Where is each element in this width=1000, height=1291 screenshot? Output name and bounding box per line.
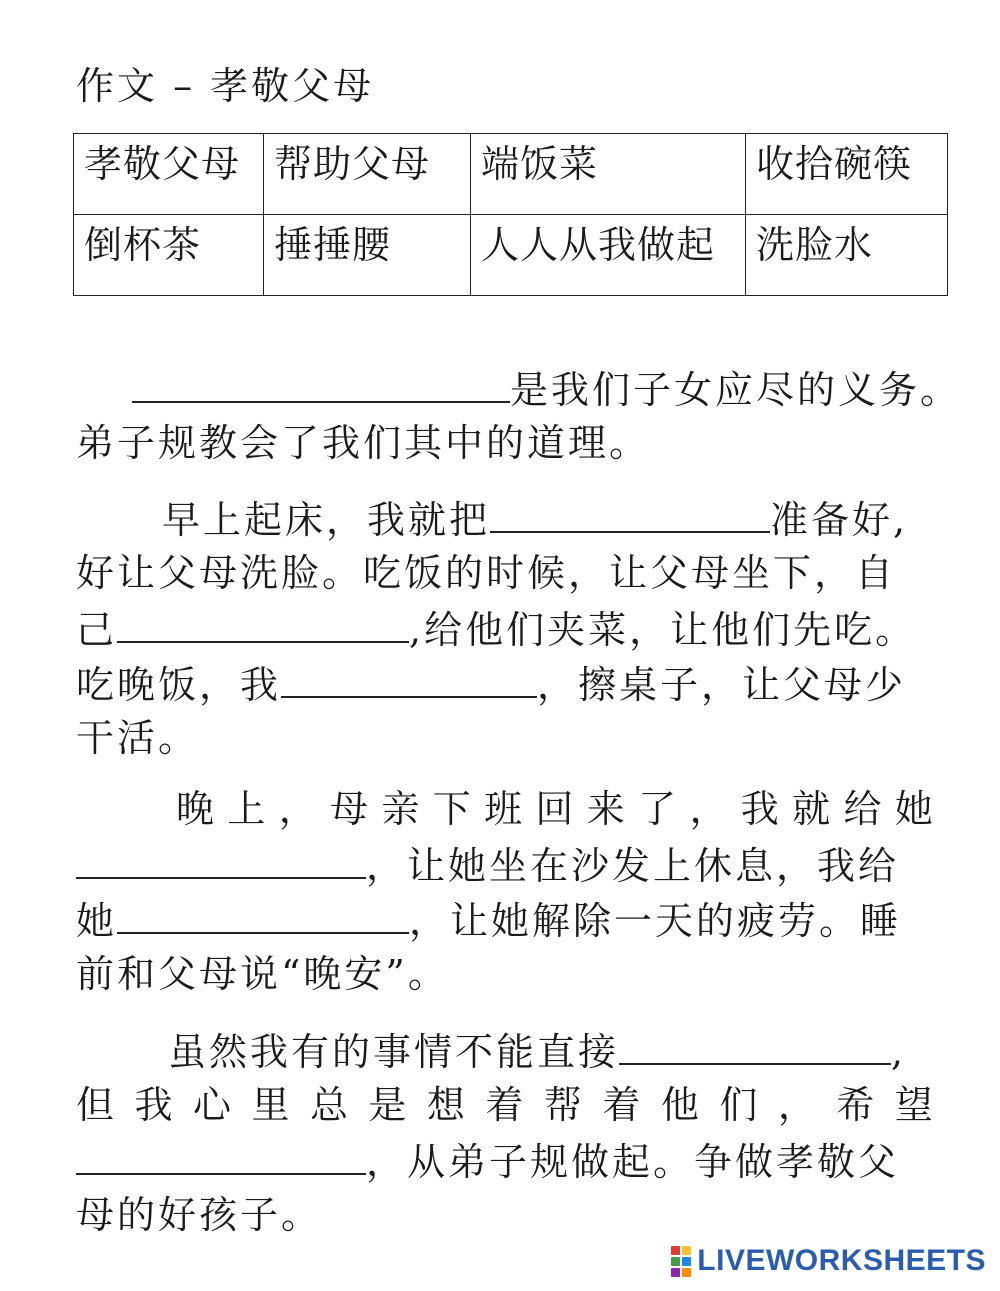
- text-segment: ,给他们夹菜，让他们先吃。: [409, 608, 917, 652]
- logo-square: [671, 1257, 680, 1266]
- char: 她: [894, 787, 936, 831]
- char: 班: [484, 787, 526, 831]
- char: 来: [586, 787, 628, 831]
- watermark-text: LIVEWORKSHEETS: [697, 1244, 986, 1277]
- char: ，: [689, 787, 731, 831]
- text-segment: ，让她坐在沙发上休息，我给: [366, 844, 900, 888]
- text-segment: 是我们子女应尽的义务。: [510, 368, 962, 412]
- word-bank-cell: 捶捶腰: [264, 215, 471, 296]
- char: ，: [278, 787, 320, 831]
- word-bank-cell: 人人从我做起: [471, 215, 746, 296]
- text-segment: 早上起床，我就把: [162, 498, 491, 542]
- text-segment: ，让她解除一天的疲劳。睡: [409, 899, 902, 943]
- word-bank-cell: 帮助父母: [264, 134, 471, 215]
- logo-square: [682, 1268, 691, 1277]
- char: 回: [535, 787, 577, 831]
- char: 给: [843, 787, 885, 831]
- text-segment: 己: [76, 608, 118, 652]
- text-line: 前和父母说“晚安”。: [76, 952, 449, 996]
- liveworksheets-watermark: [671, 1243, 986, 1279]
- char: 们: [719, 1083, 761, 1127]
- text-line: [76, 892, 966, 947]
- answer-blank[interactable]: [76, 837, 366, 879]
- logo-square: [671, 1246, 680, 1255]
- char: 下: [432, 787, 474, 831]
- paragraph-1: [76, 361, 966, 471]
- text-line: [76, 491, 966, 546]
- text-line: [176, 782, 936, 837]
- char: 帮: [543, 1083, 585, 1127]
- char: 里: [251, 1083, 293, 1127]
- word-bank-cell: 倒杯茶: [74, 215, 264, 296]
- paragraph-3: [76, 782, 966, 1002]
- char: 希: [836, 1083, 878, 1127]
- logo-square: [682, 1257, 691, 1266]
- text-line: [76, 601, 966, 656]
- liveworksheets-logo-icon: [671, 1246, 691, 1277]
- text-line: [76, 837, 966, 892]
- char: 望: [894, 1083, 936, 1127]
- text-line: [76, 1133, 966, 1188]
- char: 是: [368, 1083, 410, 1127]
- char: 晚: [176, 787, 218, 831]
- text-segment: 吃晚饭，我: [76, 663, 282, 707]
- char: 他: [660, 1083, 702, 1127]
- logo-square: [682, 1246, 691, 1255]
- paragraph-4: [76, 1023, 966, 1243]
- text-segment: 虽然我有的事情不能直接: [168, 1030, 620, 1074]
- char: 但: [76, 1083, 118, 1127]
- char: 着: [602, 1083, 644, 1127]
- char: 我: [134, 1083, 176, 1127]
- answer-blank[interactable]: [76, 1133, 366, 1175]
- answer-blank[interactable]: [117, 601, 409, 643]
- answer-blank[interactable]: [619, 1023, 891, 1065]
- text-segment: ，从弟子规做起。争做孝敬父: [366, 1140, 900, 1184]
- text-line: 弟子规教会了我们其中的道理。: [76, 421, 651, 465]
- char: 着: [485, 1083, 527, 1127]
- table-row: [74, 134, 948, 215]
- char: ，: [777, 1083, 819, 1127]
- text-line: 好让父母洗脸。吃饭的时候，让父母坐下，自: [76, 551, 897, 595]
- answer-blank[interactable]: [132, 361, 510, 403]
- text-segment: 她: [76, 899, 118, 943]
- char: 了: [638, 787, 680, 831]
- word-bank-cell: 孝敬父母: [74, 134, 264, 215]
- char: 我: [740, 787, 782, 831]
- answer-blank[interactable]: [490, 491, 770, 533]
- text-line: [76, 361, 966, 416]
- word-bank-cell: 收拾碗筷: [746, 134, 948, 215]
- text-line: [76, 1078, 936, 1133]
- char: 就: [792, 787, 834, 831]
- page-title: 作文 – 孝敬父母: [76, 64, 375, 108]
- char: 想: [426, 1083, 468, 1127]
- text-line: [76, 656, 966, 711]
- answer-blank[interactable]: [117, 892, 409, 934]
- logo-square: [671, 1268, 680, 1277]
- text-line: 母的好孩子。: [76, 1193, 323, 1237]
- word-bank-table: [73, 133, 948, 296]
- paragraph-2: [76, 491, 966, 766]
- text-segment: ,: [891, 1030, 907, 1074]
- word-bank-cell: 洗脸水: [746, 215, 948, 296]
- text-line: 干活。: [76, 716, 200, 760]
- text-segment: ，擦桌子，让父母少: [537, 663, 907, 707]
- char: 心: [192, 1083, 234, 1127]
- char: 上: [227, 787, 269, 831]
- text-segment: 准备好,: [770, 498, 909, 542]
- word-bank-cell: 端饭菜: [471, 134, 746, 215]
- char: 母: [330, 787, 372, 831]
- table-row: [74, 215, 948, 296]
- text-line: [76, 1023, 966, 1078]
- answer-blank[interactable]: [281, 656, 537, 698]
- char: 亲: [381, 787, 423, 831]
- char: 总: [309, 1083, 351, 1127]
